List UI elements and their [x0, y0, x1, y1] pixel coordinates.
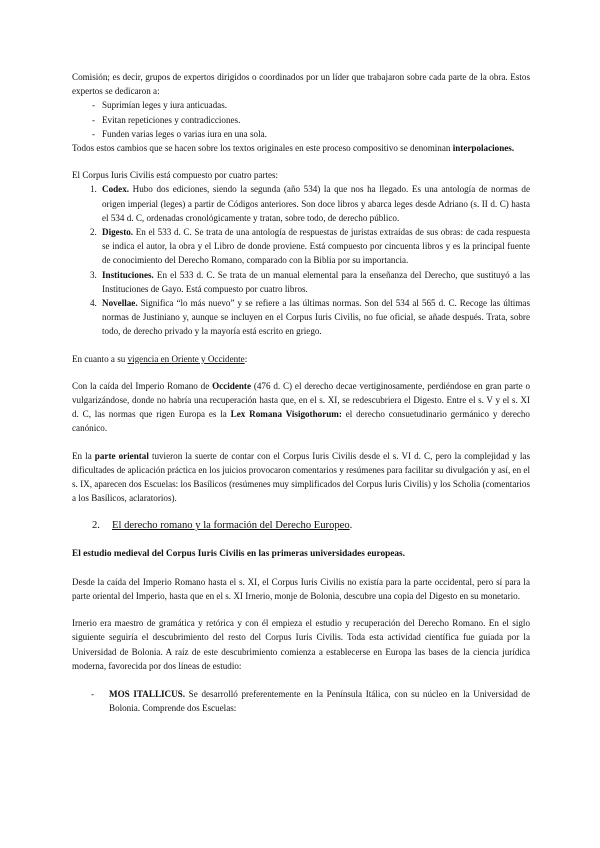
paragraph-text: Con la caída del Imperio Romano de: [72, 380, 213, 391]
paragraph-text: el derecho consuetudinario germánico y derecho canónico.: [72, 409, 530, 434]
section-number: 2.: [92, 520, 100, 532]
item-text: Significa “lo más nuevo” y se refiere a las últimas normas. Son del 534 al 565 d. C. Recoge las últimas normas de Justiniano y, aunque se incluyen en el Corpus Iuris Civilis, no fue oficial, se añade después. Trata, sobre todo, de derecho privado y la mayoría está escrito en griego.: [102, 298, 530, 337]
corpus-paragraph: El Corpus Iuris Civilis está compuesto por cuatro partes:: [72, 170, 279, 181]
vigencia-paragraph: [72, 352, 530, 366]
list-dash: -: [91, 688, 95, 699]
bold-term: Novellae.: [102, 298, 138, 309]
corpus-parts-list: [72, 182, 530, 338]
section-title: El derecho romano y la formación del Derecho Europeo: [112, 520, 350, 532]
list-item: [72, 296, 530, 339]
intro-paragraph: Comisión; es decir, grupos de expertos dirigidos o coordinados por un líder que trabajaron sobre cada parte de la obra. Estos expertos se dedicaron a:: [72, 72, 530, 97]
bold-term: interpolaciones.: [452, 143, 515, 154]
list-item: [72, 268, 530, 296]
paragraph-text: En cuanto a su: [72, 353, 128, 364]
paragraph-text: Todos estos cambios que se hacen sobre los textos originales en este proceso compositivo se denominan: [72, 143, 453, 154]
section-title-tail: .: [349, 520, 353, 532]
bold-term: parte oriental: [94, 450, 149, 461]
item-text: Hubo dos ediciones, siendo la segunda (año 534) la que nos ha llegado. Es una antología de normas de origen imperial (leges) a partir de Códigos anteriores. Son doce libros y abarca leges desde Adriano (s. II d. C) hasta el 534 d. C, ordenadas cronológicamente y tratan, sobre todo, de derecho público.: [102, 184, 530, 223]
bold-term: MOS ITALLICUS.: [109, 688, 186, 699]
list-item: - Evitan repeticiones y contradicciones.: [72, 113, 530, 127]
bold-term: Lex Romana Visigothorum:: [230, 409, 342, 420]
item-number: 3.: [90, 269, 97, 280]
bold-term: Codex.: [102, 184, 130, 195]
item-number: 1.: [90, 184, 97, 195]
tasks-list: [72, 98, 530, 141]
list-item: - Funden varias leges o varias iura en una sola.: [72, 127, 530, 141]
desde-paragraph: Desde la caída del Imperio Romano hasta el s. XI, el Corpus Iuris Civilis no existía para la parte occidental, pero sí para la parte oriental del Imperio, hasta que en el s. XI Irnerio, monje de Bolonia, descubre una copia del Digesto en su monetario.: [72, 576, 530, 601]
paragraph-text: (476 d. C) el derecho decae vertiginosamente, perdiéndose en gran parte o vulgarizándose, donde no habría una recuperación hasta que, en el s. XI, se redescubriera el Digesto. Entre el s. V y el s. XI d. C, las normas que rigen Europa es la: [72, 380, 530, 420]
list-item: [72, 225, 530, 268]
item-text: En el 533 d. C. Se trata de un manual elemental para la enseñanza del Derecho, que sustituyó a las Instituciones de Gayo. Está compuesto por cuatro libros.: [102, 269, 530, 294]
item-number: 4.: [90, 298, 97, 309]
caida-paragraph: [72, 379, 530, 436]
interpolaciones-paragraph: [72, 141, 530, 155]
mos-italicus-item: [72, 687, 530, 715]
paragraph-text: En la: [72, 450, 95, 461]
subsection-heading: El estudio medieval del Corpus Iuris Civilis en las primeras universidades europeas.: [72, 549, 405, 560]
item-text: Se desarrolló preferentemente en la Península Itálica, con su núcleo en la Universidad de Bolonia. Comprende dos Escuelas:: [109, 688, 530, 714]
item-text: En el 533 d. C. Se trata de una antología de respuestas de juristas extraídas de sus obras: de cada respuesta se indica el autor, la obra y el Libro de donde proviene. Está compuesto por cincuenta libros y es la principal fuente de conocimiento del Derecho Romano, comparado con la Biblia por su importancia.: [102, 227, 530, 266]
bold-term: Occidente: [212, 380, 251, 391]
irnerio-paragraph: Irnerio era maestro de gramática y retórica y con él empieza el estudio y recuperación del Derecho Romano. En el siglo siguiente seguiría el descubrimiento del resto del Corpus Iuris Civilis. Toda esta actividad científica fue guiada por la Universidad de Bolonia. A raíz de este descubrimiento comienza a establecerse en Europa las bases de la ciencia jurídica moderna, favorecida por dos líneas de estudio:: [72, 618, 530, 671]
paragraph-text: :: [244, 353, 248, 364]
oriental-paragraph: [72, 449, 530, 506]
underlined-text: vigencia en Oriente y Occidente: [127, 353, 245, 364]
bold-term: Digesto.: [102, 227, 134, 238]
bold-term: Instituciones.: [102, 269, 154, 280]
list-item: [72, 182, 530, 225]
paragraph-text: tuvieron la suerte de contar con el Corpus Iuris Civilis desde el s. VI d. C, pero la complejidad y las dificultades de aplicación práctica en los juicios provocaron comentarios y resúmenes para facilitar su divulgación y así, en el s. IX, aparecen dos Escuelas: los Basílicos (resúmenes muy simplificados del Corpus Iuris Civilis) y los Scholia (comentarios a los Basílicos, aclaratorios).: [72, 450, 530, 504]
list-item: - Suprimían leges y iura anticuadas.: [72, 98, 530, 112]
item-number: 2.: [90, 227, 97, 238]
document-page: [72, 70, 530, 715]
section-2-heading: [72, 518, 530, 534]
